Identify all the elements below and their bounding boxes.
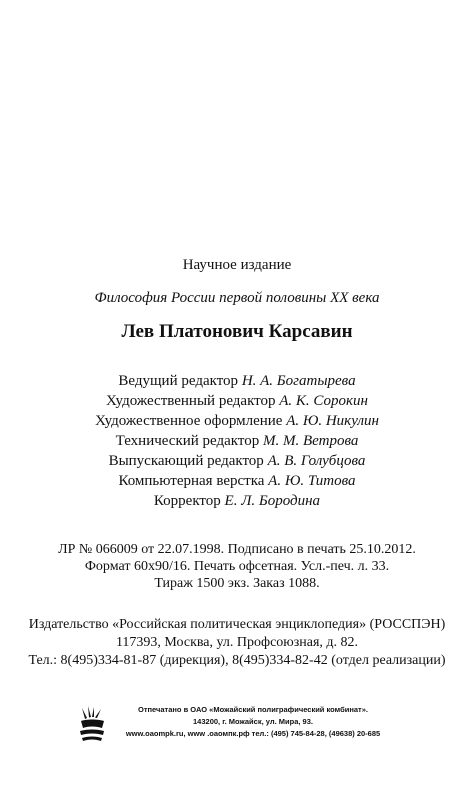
book-author: Лев Платонович Карсавин <box>121 321 353 342</box>
series-title: Философия России первой половины XX века <box>94 290 380 306</box>
printer-block <box>78 704 398 752</box>
credit-person: А. К. Сорокин <box>279 393 368 409</box>
printer-info <box>108 704 398 740</box>
credit-role: Художественное оформление <box>95 413 283 429</box>
publisher-block <box>0 616 474 670</box>
printing-house-logo-icon <box>78 704 106 746</box>
credit-row-art-design <box>0 411 474 431</box>
credits-block <box>0 371 474 511</box>
credit-role: Компьютерная верстка <box>118 473 265 489</box>
credit-role: Корректор <box>153 493 221 509</box>
credit-role: Выпускающий редактор <box>108 453 264 469</box>
printer-contacts: www.oaompk.ru, www .оаомпк.рф тел.: (495) 745-84-28, (49638) 20-685 <box>125 729 381 738</box>
credit-row-lead-editor <box>0 371 474 391</box>
printer-name: Отпечатано в ОАО «Можайский полиграфический комбинат». <box>138 705 368 714</box>
license-block <box>0 541 474 592</box>
format-line: Формат 60х90/16. Печать офсетная. Усл.-печ. л. 33. <box>84 559 390 574</box>
credit-person: М. М. Ветрова <box>263 433 359 449</box>
credit-person: А. Ю. Титова <box>268 473 356 489</box>
credit-row-technical-editor <box>0 431 474 451</box>
credit-person: А. Ю. Никулин <box>286 413 379 429</box>
publication-type: Научное издание <box>182 257 292 273</box>
publisher-phones: Тел.: 8(495)334-81-87 (дирекция), 8(495)334-82-42 (отдел реализации) <box>28 653 446 668</box>
publisher-address: 117393, Москва, ул. Профсоюзная, д. 82. <box>115 635 359 650</box>
publisher-name: Издательство «Российская политическая энциклопедия» (РОССПЭН) <box>28 617 446 632</box>
credit-person: А. В. Голубцова <box>267 453 366 469</box>
credit-role: Технический редактор <box>115 433 260 449</box>
credit-row-production-editor <box>0 451 474 471</box>
credit-person: Е. Л. Бородина <box>224 493 321 509</box>
credit-row-proofreader <box>0 491 474 511</box>
printer-address: 143200, г. Можайск, ул. Мира, 93. <box>193 717 313 726</box>
print-run-line: Тираж 1500 экз. Заказ 1088. <box>154 576 320 591</box>
credit-row-layout <box>0 471 474 491</box>
license-line: ЛР № 066009 от 22.07.1998. Подписано в печать 25.10.2012. <box>58 542 416 557</box>
credit-row-art-editor <box>0 391 474 411</box>
credit-person: Н. А. Богатырева <box>241 373 356 389</box>
credit-role: Художественный редактор <box>106 393 276 409</box>
credit-role: Ведущий редактор <box>118 373 239 389</box>
